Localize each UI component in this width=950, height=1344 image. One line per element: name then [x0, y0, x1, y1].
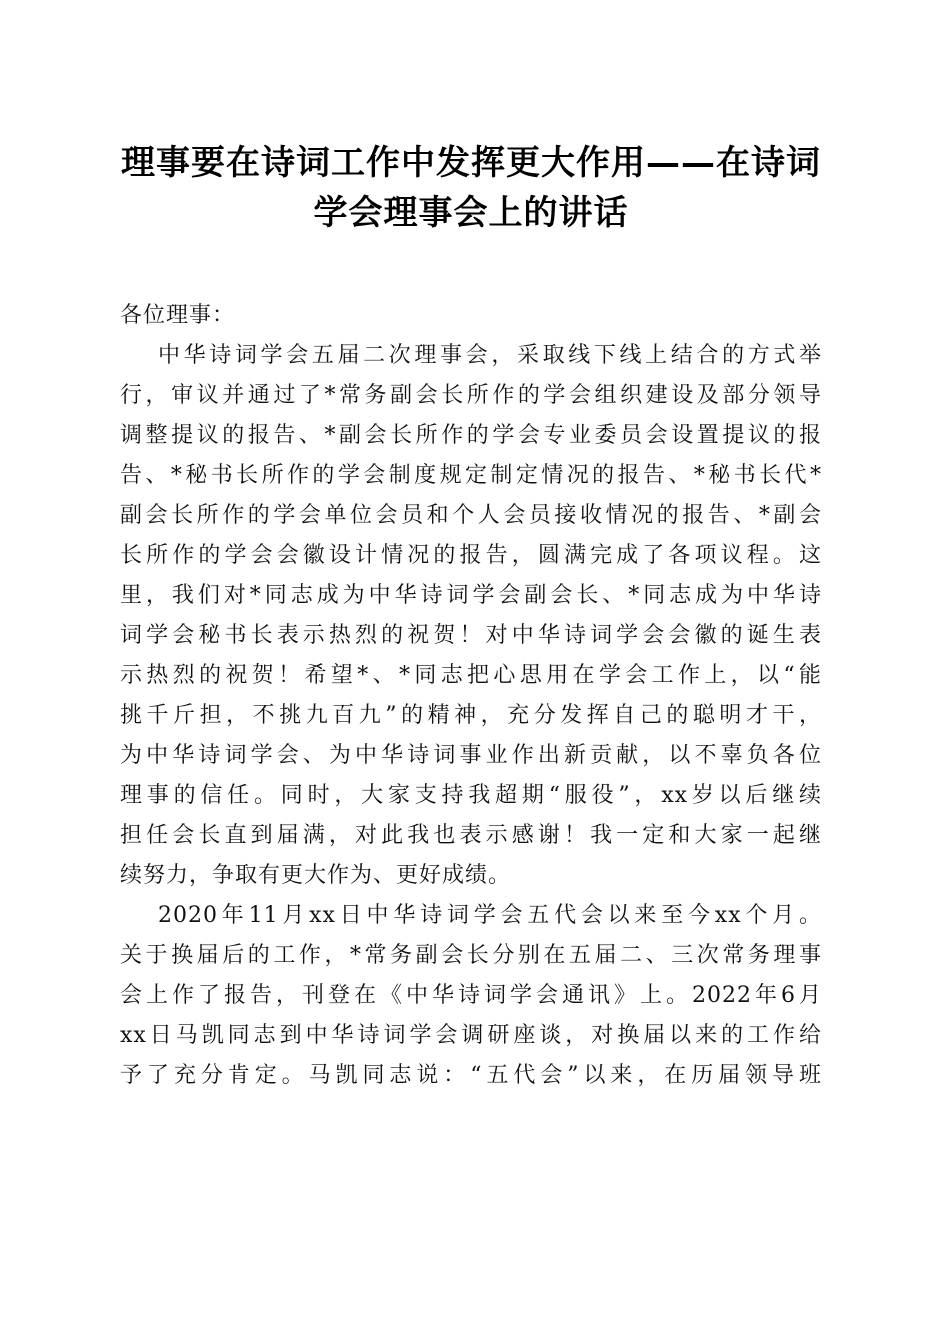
text-line: 调整提议的报告、*副会长所作的学会专业委员会设置提议的报	[120, 423, 822, 448]
text-line: 予了充分肯定。马凯同志说：“五代会”以来，在历届领导班	[120, 1063, 822, 1088]
text-line: 行，审议并通过了*常务副会长所作的学会组织建设及部分领导	[120, 383, 822, 408]
text-line: 告、*秘书长所作的学会制度规定制定情况的报告、*秘书长代*	[120, 463, 822, 488]
paragraph-1	[120, 336, 822, 896]
text-line: 副会长所作的学会单位会员和个人会员接收情况的报告、*副会	[120, 503, 822, 528]
text-line: 担任会长直到届满，对此我也表示感谢！我一定和大家一起继	[120, 823, 822, 848]
title-line-2: 学会理事会上的讲话	[313, 193, 629, 233]
title-line-1: 理事要在诗词工作中发挥更大作用——在诗词	[121, 143, 821, 183]
salutation: 各位理事：	[120, 303, 236, 328]
text-line: 关于换届后的工作，*常务副会长分别在五届二、三次常务理事	[120, 943, 822, 968]
text-line: 中华诗词学会五届二次理事会，采取线下线上结合的方式举	[158, 343, 822, 368]
text-line: 长所作的学会会徽设计情况的报告，圆满完成了各项议程。这	[120, 543, 822, 568]
document-title	[120, 138, 822, 238]
text-line: 续努力，争取有更大作为、更好成绩。	[120, 863, 512, 888]
text-line: xx日马凯同志到中华诗词学会调研座谈，对换届以来的工作给	[120, 1023, 822, 1048]
text-line: 挑千斤担，不挑九百九”的精神，充分发挥自己的聪明才干，	[120, 703, 822, 728]
text-line: 里，我们对*同志成为中华诗词学会副会长、*同志成为中华诗	[120, 583, 822, 608]
text-line: 词学会秘书长表示热烈的祝贺！对中华诗词学会会徽的诞生表	[120, 623, 822, 648]
text-line: 为中华诗词学会、为中华诗词事业作出新贡献，以不辜负各位	[120, 743, 822, 768]
paragraph-2	[120, 896, 822, 1096]
text-line: 2020年11月xx日中华诗词学会五代会以来至今xx个月。	[158, 903, 822, 928]
text-line: 理事的信任。同时，大家支持我超期“服役”，xx岁以后继续	[120, 783, 822, 808]
text-line: 会上作了报告，刊登在《中华诗词学会通讯》上。2022年6月	[120, 983, 822, 1008]
text-line: 示热烈的祝贺！希望*、*同志把心思用在学会工作上，以“能	[120, 663, 822, 688]
